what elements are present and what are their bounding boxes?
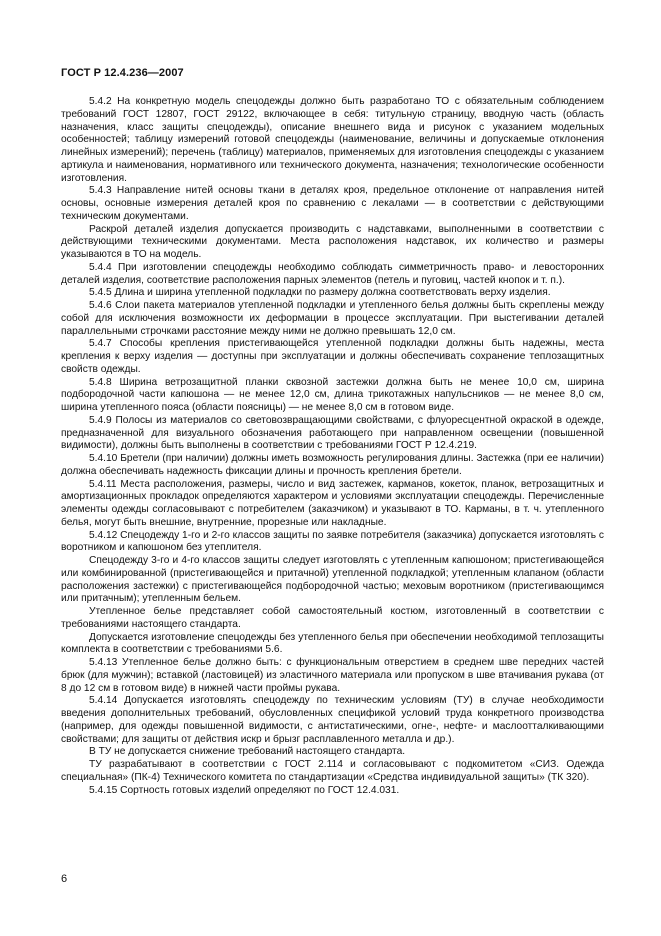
paragraph-5-4-5: 5.4.5 Длина и ширина утепленной подкладки по размеру должна соответствовать верху изделия.: [89, 287, 551, 299]
paragraph-5-4-10: 5.4.10 Бретели (при наличии) должны иметь возможность регулирования длины. Застежка (при ее наличии) должна обеспечивать надежность фиксации длины и прочность крепления бретели.: [61, 453, 604, 477]
paragraph-tu-snizhenie: В ТУ не допускается снижение требований настоящего стандарта.: [89, 746, 406, 758]
paragraph-5-4-14: 5.4.14 Допускается изготовлять спецодежду по техническим условиям (ТУ) в случае необходимости введения дополнительных требований, обусловленных спецификой условий труда конкретного производства (например, для одежды повышенной видимости, с антистатическими, огне-, нефте- и маслоотталкивающими свойствами; для защиты от действия искр и брызг расплавленного металла и др.).: [61, 695, 604, 745]
document-header: ГОСТ Р 12.4.236—2007: [61, 67, 184, 79]
paragraph-5-4-11: 5.4.11 Места расположения, размеры, число и вид застежек, карманов, кокеток, планок, ветрозащитных и амортизационных прокладок определяются характером и условиями эксплуатации спецодежды. Перечисленные элементы одежды согласовывают с потребителем (заказчиком) и указывают в ТО. Карманы, в т. ч. утепленного белья, могут быть внешние, внутренние, прорезные или накладные.: [61, 478, 604, 528]
paragraph-5-4-3: 5.4.3 Направление нитей основы ткани в деталях кроя, предельное отклонение от направления нитей основы, основные измерения деталей кроя по сравнению с лекалами — в соответствии с действующими техническим документами.: [61, 185, 604, 222]
paragraph-5-4-2: 5.4.2 На конкретную модель спецодежды должно быть разработано ТО с обязательным соблюдением требований ГОСТ 12807, ГОСТ 29122, включающее в себя: титульную страницу, вводную часть (область назначения, класс защиты спецодежды), описание внешнего вида и рисунок с указанием модельных особенностей; таблицу измерений готовой спецодежды (наименование, величины и допускаемые отклонения линейных измерений); перечень (таблицу) материалов, применяемых для изготовления спецодежды с указанием артикула и наименования, нормативного или технического документа, назначения; технологические особенности изготовления.: [61, 96, 604, 184]
document-body: [61, 96, 604, 797]
paragraph-5-4-8: 5.4.8 Ширина ветрозащитной планки сквозной застежки должна быть не менее 10,0 см, ширина подбородочной части капюшона — не менее 12,0 см, длина трикотажных напульсников — не менее 8,0 см, ширина утепленного пояса (области поясницы) — не менее 8,0 см в готовом виде.: [61, 376, 604, 413]
paragraph-tu-razrabotka: ТУ разрабатывают в соответствии с ГОСТ 2.114 и согласовывают с подкомитетом «СИЗ. Одежда специальная» (ПК-4) Технического комитета по стандартизации «Средства индивидуальной защиты» (ТК 320).: [61, 759, 604, 783]
paragraph-class-3-4: Спецодежду 3-го и 4-го классов защиты следует изготовлять с утепленным капюшоном; пристегивающейся или комбинированной (пристегивающейся и притачной) утепленной подкладкой; утепленным клапаном (области расположения застежки) с пристегивающейся подбородочной частью; меховым воротником (пристегивающимся или притачным); утепленным бельем.: [61, 555, 604, 605]
paragraph-raskroi: Раскрой деталей изделия допускается производить с надставками, выполненными в соответствии с действующими техническими документами. Места расположения надставок, их количество и размеры указываются в ТО на модель.: [61, 223, 604, 260]
paragraph-5-4-13: 5.4.13 Утепленное белье должно быть: с функциональным отверстием в среднем шве передних частей брюк (для мужчин); вставкой (ластовицей) из эластичного материала или пропуском в шве втачивания рукава (от 8 до 12 см в готовом виде) в нижней части проймы рукава.: [61, 657, 604, 694]
paragraph-uteplennoe-bele: Утепленное белье представляет собой самостоятельный костюм, изготовленный в соответствии с требованиями настоящего стандарта.: [61, 606, 604, 630]
paragraph-5-4-9: 5.4.9 Полосы из материалов со световозвращающими свойствами, с флуоресцентной окраской в одежде, предназначенной для визуального обозначения работающего при направленном освещении (повышенной видимости), должны быть выполнены в соответствии с требованиями ГОСТ Р 12.4.219.: [61, 414, 604, 452]
paragraph-5-4-15: 5.4.15 Сортность готовых изделий определяют по ГОСТ 12.4.031.: [89, 784, 400, 796]
page-number: 6: [61, 873, 68, 885]
paragraph-5-4-7: 5.4.7 Способы крепления пристегивающейся утепленной подкладки должны быть надежны, места крепления к верху изделия — доступны при эксплуатации и должны обеспечивать сохранение теплозащитных свойств одежды.: [61, 338, 604, 375]
paragraph-bez-belya: Допускается изготовление спецодежды без утепленного белья при обеспечении необходимой теплозащиты комплекта в соответствии с требованиями 5.6.: [61, 631, 604, 656]
paragraph-5-4-6: 5.4.6 Слои пакета материалов утепленной подкладки и утепленного белья должны быть скреплены между собой для исключения возможности их деформации в процессе эксплуатации. При выстегивании деталей параллельными строчками расстояние между ними не должно превышать 12,0 см.: [61, 300, 604, 337]
paragraph-5-4-4: 5.4.4 При изготовлении спецодежды необходимо соблюдать симметричность право- и левосторонних деталей изделия, соответствие расположения парных элементов (петель и пуговиц, частей кнопок и т. п.).: [61, 261, 604, 286]
paragraph-5-4-12: 5.4.12 Спецодежду 1-го и 2-го классов защиты по заявке потребителя (заказчика) допускается изготовлять с воротником и капюшоном без утеплителя.: [61, 529, 604, 554]
